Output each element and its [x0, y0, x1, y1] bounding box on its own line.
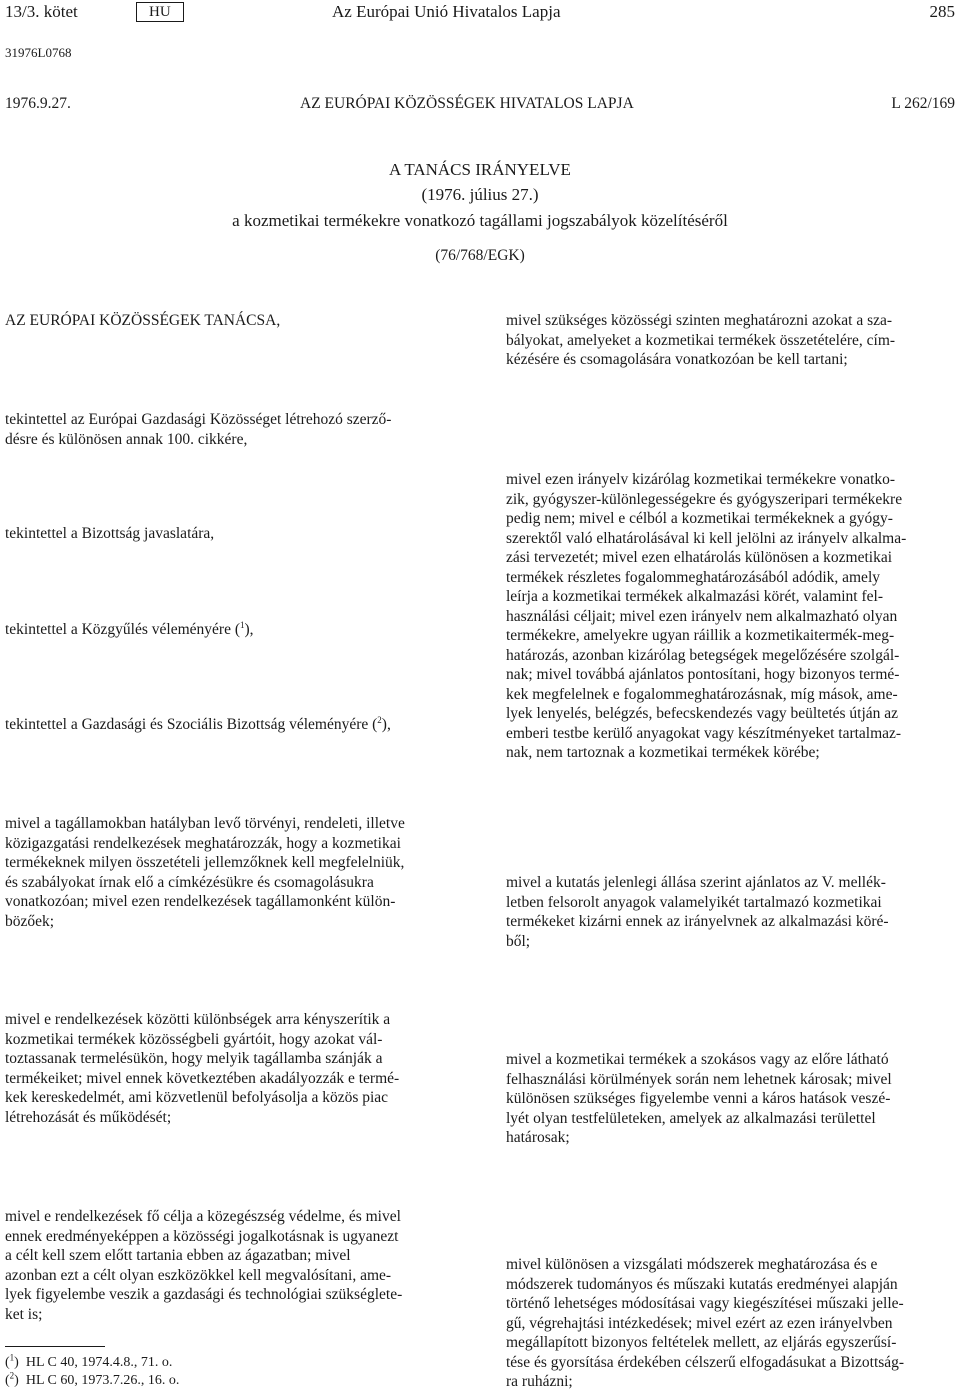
- recital-test-methods: mivel különösen a vizsgálati módszerek meghatározása és e módszerek tudományos és műszaki kutatás eredményei alapján történő lehetséges módosításai vagy kiegészítései műszaki jelle- gű, végrehajtási intézkedések; mivel ezért az ezen irányelvben megállapított bizonyos feltételek mellett, az eljárás egyszerűsí- tése és gyorsítása érdekében célszerű elfogadásukat a Bizottság- ra ruházni;: [506, 1256, 905, 1390]
- footnote-2: ($^2$) HL C 60, 1973.7.26., 16. o.: [5, 1370, 180, 1388]
- footnote-2-number: 2: [9, 1370, 15, 1381]
- journal-title: Az Európai Unió Hivatalos Lapja: [332, 2, 561, 21]
- volume-label: 13/3. kötet: [5, 2, 78, 21]
- recital-treaty: tekintettel az Európai Gazdasági Közösséget létrehozó szerző- désre és különösen annak 100. cikkére,: [5, 411, 392, 448]
- footnote-1-text: HL C 40, 1974.4.8., 71. o.: [25, 1355, 173, 1370]
- footnote-ref-2: 2: [377, 714, 382, 725]
- recital-scope: mivel ezen irányelv kizárólag kozmetikai termékekre vonatko- zik, gyógyszer-különlegességekre és gyógyszeripari termékekre pedig nem; mivel e célból a kozmetikai termékeknek a gyógy- szerektől való elhatárolásával ki kell jelölni az irányelv alkalma- zási tervezetét; mivel ezen elhatárolás különösen a kozmetikai termékek részletes fogalommeghatározásából adódik, amely leírja a kozmetikai termékek alkalmazási körét, valamint fel- használási céljait; mivel ezen irányelv nem alkalmazható olyan termékekre, amelyekre ugyan ráillik a kozmetikaitermék-meg- határozás, azonban kizárólag betegségek megelőzésére szolgál- nak; mivel továbbá ajánlatos pontosítani, hogy bizonyos termé- kek megfelelnek e fogalommeghatározásnak, míg mások, ame- lyek lenyelés, belégzés, befecskendezés vagy beültetés útján az emberi testbe kerülő anyagokat vagy készítményeket tartalmaz- nak, nem tartoznak a kozmetikai termékek körébe;: [506, 471, 907, 761]
- journal-name: AZ EURÓPAI KÖZÖSSÉGEK HIVATALOS LAPJA: [300, 95, 634, 112]
- recital-differences: mivel e rendelkezések közötti különbségek arra kényszerítik a kozmetikai termékek közösségbeli gyártóit, hogy azokat vál- toztassanak termelésükön, hogy melyik tagállamba szánják a termékeiket; mivel ennek következtében akadályozzák e termé- kek kereskedelmét, ami közvetlenül befolyásolja a közös piac létrehozását és működését;: [5, 1011, 400, 1126]
- recital-public-health: mivel e rendelkezések fő célja a közegészség védelme, és mivel ennek eredményeképpen a közösségi jogalkotásnak is ugyanezt a célt kell szem előtt tartania ebben az ágazatban; mivel azonban ezt a célt olyan eszközökkel kell megvalósítani, ame- lyek figyelembe veszik a gazdasági és technológiai szükséglete- ket is;: [5, 1208, 403, 1323]
- footnote-ref-1: 1: [239, 619, 245, 630]
- recital-assembly: [5, 620, 457, 640]
- council-heading: AZ EURÓPAI KÖZÖSSÉGEK TANÁCSA,: [5, 312, 281, 329]
- publication-date: 1976.9.27.: [5, 95, 71, 112]
- recital-esc-text: tekintettel a Gazdasági és Szociális Bizottság véleményére (: [5, 716, 378, 733]
- document-title: A TANÁCS IRÁNYELVE: [389, 160, 571, 179]
- document-code: (76/768/EGK): [435, 247, 525, 264]
- footnote-2-text: HL C 60, 1973.7.26., 16. o.: [25, 1373, 180, 1388]
- recital-community-rules: mivel szükséges közösségi szinten meghatározni azokat a sza- bályokat, amelyeket a kozmetikai termékek összetételére, cím- kézésére és csomagolására vonatkozóan be kell tartani;: [506, 312, 896, 368]
- recital-annex-v: mivel a kutatás jelenlegi állása szerint ajánlatos az V. mellék- letben felsorolt anyagok valamelyikét tartalmazó kozmetikai termékeket kizárni ennek az irányelvnek az alkalmazási köré- ből;: [506, 874, 889, 950]
- document-subject: a kozmetikai termékekre vonatkozó tagállami jogszabályok közelítéséről: [232, 211, 728, 230]
- recital-commission: tekintettel a Bizottság javaslatára,: [5, 525, 215, 542]
- document-date: (1976. július 27.): [421, 185, 539, 204]
- recital-national-laws: mivel a tagállamokban hatályban levő törvényi, rendeleti, illetve közigazgatási rendelkezések meghatározzák, hogy a kozmetikai termékeknek milyen összetételi jellemzőknek kell megfelelniük, és szabályokat írnak elő a címkézésükre és csomagolásukra vonatkozóan; mivel ezen rendelkezések tagállamonként külön- bözőek;: [5, 815, 405, 930]
- journal-reference: L 262/169: [891, 95, 955, 112]
- celex-number: 31976L0768: [5, 45, 72, 60]
- language-code-badge: HU: [136, 2, 184, 22]
- recital-assembly-text: tekintettel a Közgyűlés véleményére (: [5, 621, 240, 638]
- footnote-1-number: 1: [9, 1352, 15, 1363]
- page-number: 285: [929, 2, 955, 21]
- recital-harmless: mivel a kozmetikai termékek a szokásos vagy az előre látható felhasználási körülmények során nem lehetnek károsak; mivel különösen szükséges figyelembe venni a káros hatások veszé- lyét olyan testfelületeken, amelyek az alkalmazási területtel határosak;: [506, 1051, 892, 1146]
- recital-esc-end: ),: [381, 716, 391, 733]
- recital-esc: [5, 715, 457, 735]
- footnote-1: ($^1$) HL C 40, 1974.4.8., 71. o.: [5, 1352, 173, 1370]
- footnote-separator: [5, 1346, 105, 1347]
- recital-assembly-end: ),: [244, 621, 254, 638]
